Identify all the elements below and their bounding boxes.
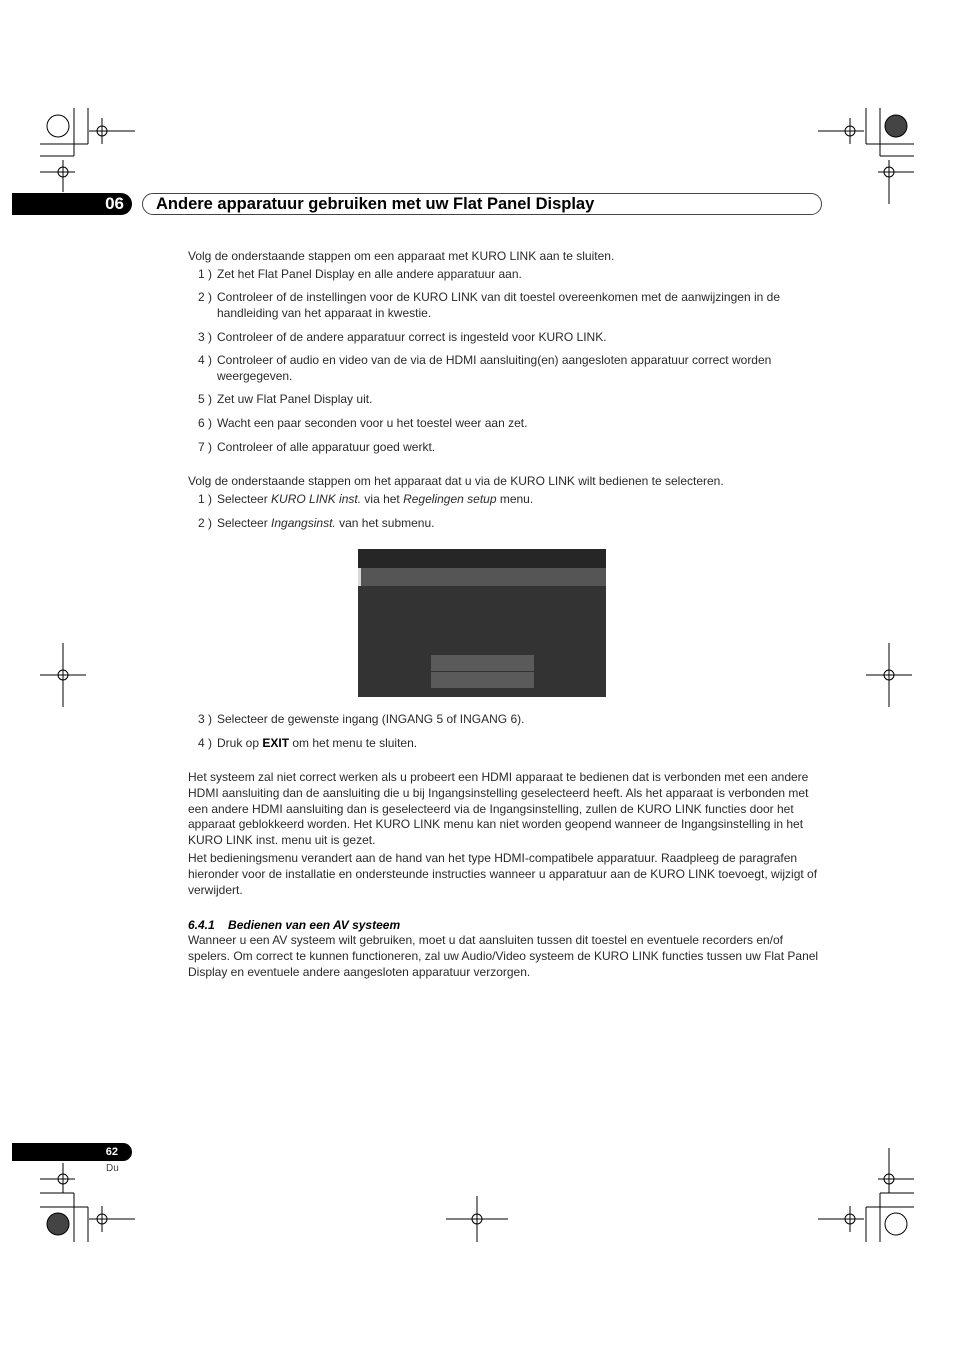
step-text: Wacht een paar seconden voor u het toestel weer aan zet. xyxy=(217,416,528,430)
step-number: 2 ) xyxy=(198,516,213,530)
language-code: Du xyxy=(106,1163,119,1174)
intro-paragraph-2: Volg de onderstaande stappen om het apparaat dat u via de KURO LINK wilt bedienen te selecteren. xyxy=(188,474,724,488)
menu-header-bar xyxy=(358,549,606,568)
step-text: Selecteer KURO LINK inst. via het Regelingen setup menu. xyxy=(217,492,534,506)
step-number: 7 ) xyxy=(198,440,213,454)
step-text: Selecteer de gewenste ingang (INGANG 5 of INGANG 6). xyxy=(217,712,525,726)
step-number: 4 ) xyxy=(198,736,213,750)
note-paragraph-2: Het bedieningsmenu verandert aan de hand van het type HDMI-compatibele apparatuur. Raadpleeg de paragrafen hieronder voor de installatie en ondersteunde instructies wanneer u apparatuur aan de KURO LINK toevoegt, wijzigt of verwijdert. xyxy=(188,851,818,897)
chapter-number-badge: 06 xyxy=(12,193,132,215)
submenu-item-name: Ingangsinst. xyxy=(271,516,336,530)
menu-cursor xyxy=(358,568,361,586)
step-number: 5 ) xyxy=(198,392,213,406)
step-number: 1 ) xyxy=(198,267,213,281)
step-text: Controleer of de andere apparatuur correct is ingesteld voor KURO LINK. xyxy=(217,330,607,344)
step-text: Controleer of audio en video van de via de HDMI aansluiting(en) aangesloten apparatuur correct worden weergegeven. xyxy=(217,353,772,383)
step-number: 4 ) xyxy=(198,353,213,367)
menu-item-name: KURO LINK inst. xyxy=(271,492,362,506)
step-number: 2 ) xyxy=(198,290,213,304)
section-heading xyxy=(188,918,400,932)
exit-key-label: EXIT xyxy=(262,736,290,750)
section-paragraph: Wanneer u een AV systeem wilt gebruiken, moet u dat aansluiten tussen dit toestel en eventuele recorders en/of spelers. Om correct te kunnen functioneren, zal uw Audio/Video systeem de KURO LINK functies tussen uw Flat Panel Display en eventuele andere aangesloten apparatuur verzorgen. xyxy=(188,933,819,979)
step-number: 1 ) xyxy=(198,492,213,506)
step-number: 6 ) xyxy=(198,416,213,430)
step-number: 3 ) xyxy=(198,712,213,726)
chapter-title: Andere apparatuur gebruiken met uw Flat Panel Display xyxy=(156,195,595,213)
page-number: 62 xyxy=(12,1143,132,1161)
step-number: 3 ) xyxy=(198,330,213,344)
menu-option-box xyxy=(431,655,534,671)
step-text: Selecteer Ingangsinst. van het submenu. xyxy=(217,516,435,530)
step-text: Controleer of de instellingen voor de KURO LINK van dit toestel overeenkomen met de aanwijzingen in de handleiding van het apparaat in kwestie. xyxy=(217,290,780,320)
step-text: Controleer of alle apparatuur goed werkt. xyxy=(217,440,436,454)
menu-highlighted-row xyxy=(360,568,606,586)
menu-name: Regelingen setup xyxy=(403,492,497,506)
menu-option-box xyxy=(431,672,534,688)
intro-paragraph-1: Volg de onderstaande stappen om een apparaat met KURO LINK aan te sluiten. xyxy=(188,249,615,263)
step-text: Zet uw Flat Panel Display uit. xyxy=(217,392,373,406)
section-title: Bedienen van een AV systeem xyxy=(228,918,401,932)
step-text: Druk op EXIT om het menu te sluiten. xyxy=(217,736,418,750)
note-paragraph-1: Het systeem zal niet correct werken als u probeert een HDMI apparaat te bedienen dat is verbonden met een andere HDMI aansluiting dan de aansluiting die u bij Ingangsinstelling geselecteerd heeft. Als het apparaat is verbonden met een andere HDMI aansluiting dan is geselecteerd via de Ingangsinstelling, zullen de KURO LINK functies door het apparaat geblokkeerd worden. Het KURO LINK menu kan niet worden geopend wanneer de Ingangsinstelling in het KURO LINK inst. menu uit is gezet. xyxy=(188,770,809,848)
step-text: Zet het Flat Panel Display en alle andere apparatuur aan. xyxy=(217,267,522,281)
section-number: 6.4.1 xyxy=(188,918,215,932)
